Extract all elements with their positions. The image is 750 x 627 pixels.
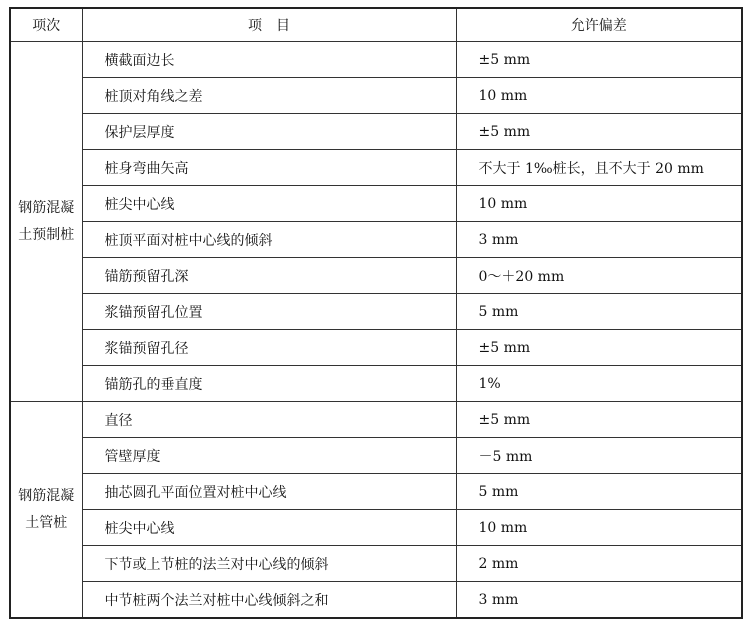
tolerance-cell: 10 mm — [456, 78, 742, 114]
tolerance-cell: ±5 mm — [456, 42, 742, 78]
tolerance-cell: 0～＋20 mm — [456, 258, 742, 294]
header-col-item: 项 目 — [82, 8, 456, 42]
tolerance-cell: －5 mm — [456, 438, 742, 474]
table-row — [10, 546, 742, 582]
group-label-cell — [10, 402, 82, 619]
group-label: 钢筋混凝土预制桩 — [18, 199, 75, 243]
item-cell: 锚筋孔的垂直度 — [82, 366, 456, 402]
item-cell: 浆锚预留孔位置 — [82, 294, 456, 330]
table-row — [10, 438, 742, 474]
table-row — [10, 42, 742, 78]
table-row — [10, 510, 742, 546]
tolerance-cell: 2 mm — [456, 546, 742, 582]
tolerance-table-container — [9, 7, 743, 619]
header-row — [10, 8, 742, 42]
item-cell: 桩尖中心线 — [82, 186, 456, 222]
table-row — [10, 582, 742, 619]
item-cell: 桩顶平面对桩中心线的倾斜 — [82, 222, 456, 258]
tolerance-cell: 5 mm — [456, 474, 742, 510]
tolerance-cell: 不大于 1‰桩长，且不大于 20 mm — [456, 150, 742, 186]
tolerance-cell: 1% — [456, 366, 742, 402]
item-cell: 桩顶对角线之差 — [82, 78, 456, 114]
item-cell: 桩身弯曲矢高 — [82, 150, 456, 186]
group-label: 钢筋混凝土管桩 — [18, 487, 75, 531]
table-row — [10, 294, 742, 330]
table-row — [10, 78, 742, 114]
tolerance-cell: ±5 mm — [456, 402, 742, 438]
item-cell: 桩尖中心线 — [82, 510, 456, 546]
item-cell: 横截面边长 — [82, 42, 456, 78]
item-cell: 锚筋预留孔深 — [82, 258, 456, 294]
tolerance-table — [9, 7, 743, 619]
table-row — [10, 186, 742, 222]
item-cell: 中节桩两个法兰对桩中心线倾斜之和 — [82, 582, 456, 619]
tolerance-cell: 3 mm — [456, 582, 742, 619]
table-row — [10, 330, 742, 366]
table-row — [10, 150, 742, 186]
item-cell: 抽芯圆孔平面位置对桩中心线 — [82, 474, 456, 510]
tolerance-cell: ±5 mm — [456, 114, 742, 150]
table-row — [10, 402, 742, 438]
table-body — [10, 42, 742, 619]
table-row — [10, 474, 742, 510]
table-row — [10, 222, 742, 258]
tolerance-cell: 10 mm — [456, 186, 742, 222]
table-row — [10, 114, 742, 150]
tolerance-cell: 5 mm — [456, 294, 742, 330]
item-cell: 管壁厚度 — [82, 438, 456, 474]
tolerance-cell: 3 mm — [456, 222, 742, 258]
table-row — [10, 366, 742, 402]
tolerance-cell: 10 mm — [456, 510, 742, 546]
item-cell: 浆锚预留孔径 — [82, 330, 456, 366]
header-col-tolerance: 允许偏差 — [456, 8, 742, 42]
tolerance-cell: ±5 mm — [456, 330, 742, 366]
item-cell: 下节或上节桩的法兰对中心线的倾斜 — [82, 546, 456, 582]
item-cell: 保护层厚度 — [82, 114, 456, 150]
group-label-cell — [10, 42, 82, 402]
table-row — [10, 258, 742, 294]
header-col-index: 项次 — [10, 8, 82, 42]
item-cell: 直径 — [82, 402, 456, 438]
